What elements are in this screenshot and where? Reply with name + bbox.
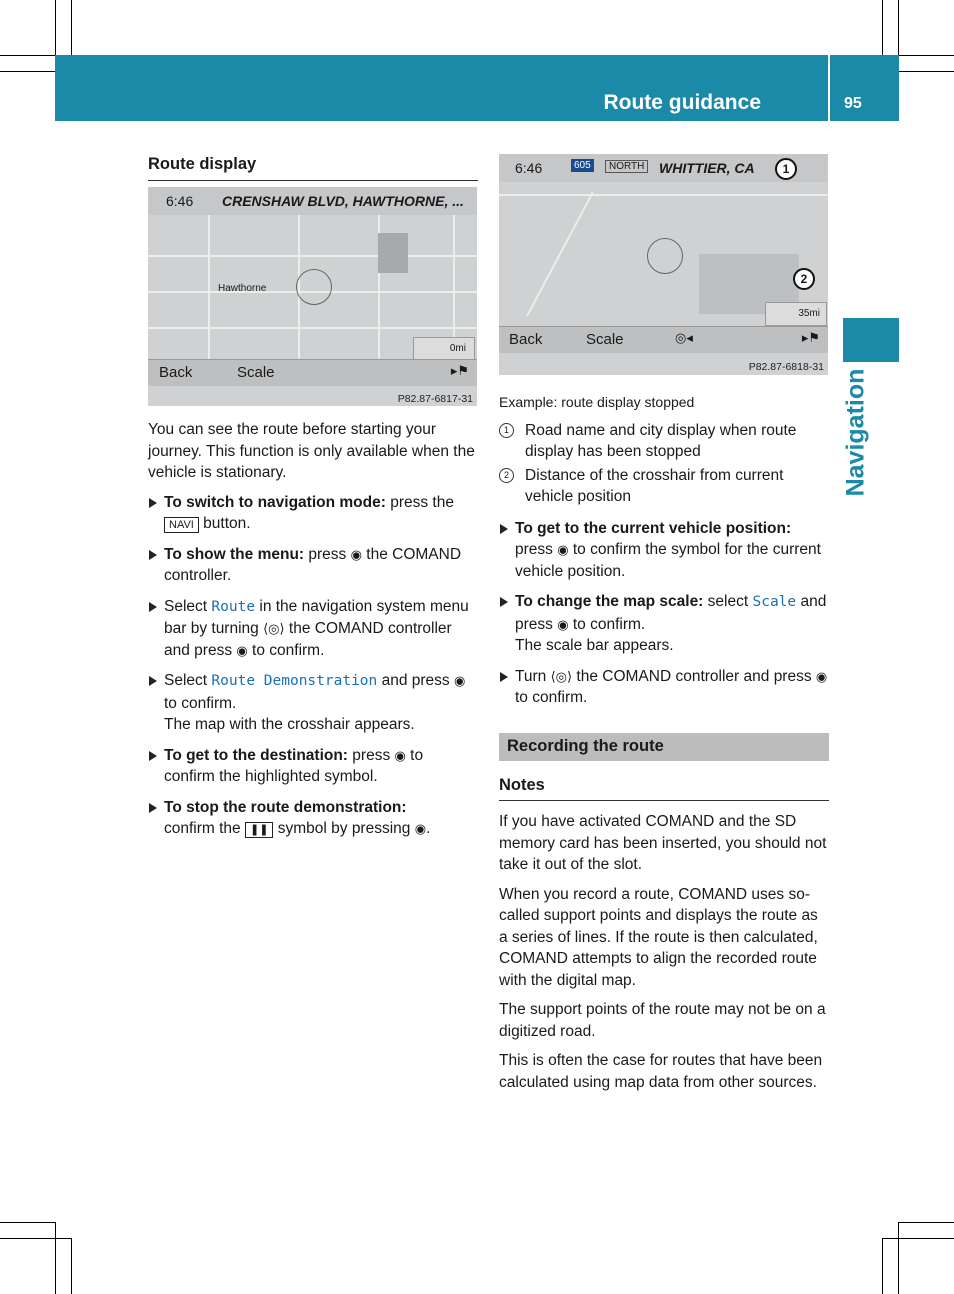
- press-controller-icon: ◉: [394, 747, 406, 763]
- numbered-item: 2 Distance of the crosshair from current vehicle position: [499, 465, 829, 508]
- side-tab: [843, 318, 899, 362]
- crop-mark: [71, 1238, 72, 1294]
- turn-controller-icon: ⟨◎⟩: [263, 621, 285, 636]
- instruction-step: To show the menu: press ◉ the COMAND controller.: [148, 544, 478, 587]
- crop-mark: [71, 0, 72, 55]
- map-bottombar: [148, 359, 477, 386]
- intro-text: You can see the route before starting your journey. This function is only available when the vehicle is stationary.: [148, 421, 475, 481]
- callout-1: 1: [775, 158, 797, 180]
- map-distance-box: [413, 337, 475, 361]
- section-title: Route display: [148, 154, 478, 181]
- map-distance: 35mi: [798, 308, 820, 319]
- left-body: [148, 419, 478, 849]
- paragraph: When you record a route, COMAND uses so-called support points and displays the route as a series of lines. If the route is then calculated, COMAND attempts to align the recorded route with the digital map.: [499, 885, 818, 989]
- map-time: 6:46: [166, 193, 194, 209]
- map-screenshot-1: [148, 187, 477, 406]
- map-street: CRENSHAW BLVD, HAWTHORNE, ...: [222, 193, 464, 209]
- numbered-item: 1 Road name and city display when route display has been stopped: [499, 420, 829, 463]
- crop-mark: [55, 0, 56, 55]
- instruction-step: Turn ⟨◎⟩ the COMAND controller and press ◉ to confirm.: [499, 666, 829, 709]
- header-divider: [828, 55, 830, 121]
- destination-flag-icon[interactable]: ▸⚑: [801, 330, 820, 345]
- crop-mark: [55, 1222, 56, 1294]
- press-controller-icon: ◉: [453, 673, 466, 688]
- vehicle-position-icon[interactable]: ◎◂: [675, 330, 693, 345]
- crop-mark: [0, 71, 55, 72]
- back-button[interactable]: Back: [509, 331, 543, 348]
- right-body: [499, 384, 829, 718]
- crop-mark: [0, 55, 55, 56]
- map-city: WHITTIER, CA: [659, 160, 755, 176]
- section-title: Recording the route: [499, 733, 829, 761]
- paragraph: This is often the case for routes that have been calculated using map data from other sources.: [499, 1052, 823, 1091]
- crop-mark: [899, 55, 954, 56]
- crop-mark: [899, 1222, 954, 1223]
- instruction-step: To get to the destination: press ◉ to confirm the highlighted symbol.: [148, 745, 478, 788]
- instruction-step: Select Route Demonstration and press ◉ to confirm. The map with the crosshair appears.: [148, 670, 478, 736]
- map-topbar: [148, 187, 477, 215]
- map-distance: 0mi: [449, 343, 466, 354]
- scale-button[interactable]: Scale: [237, 364, 275, 381]
- turn-controller-icon: ⟨◎⟩: [550, 668, 573, 684]
- road-shield: 605: [571, 159, 594, 172]
- press-controller-icon: ◉: [557, 616, 569, 632]
- crop-mark: [899, 71, 954, 72]
- navi-key-icon: NAVI: [164, 517, 199, 533]
- back-button[interactable]: Back: [159, 364, 193, 381]
- page-number: 95: [844, 95, 862, 112]
- crosshair-icon: [647, 238, 683, 274]
- crosshair-icon: [296, 269, 332, 305]
- map-screenshot-2: [499, 154, 828, 375]
- callout-2: 2: [793, 268, 815, 290]
- instruction-step: Select Route in the navigation system menu bar by turning ⟨◎⟩ the COMAND controller and press ◉ to confirm.: [148, 596, 478, 662]
- crop-mark: [882, 1238, 954, 1239]
- crop-mark: [0, 1238, 71, 1239]
- paragraph: If you have activated COMAND and the SD memory card has been inserted, you should not take it out of the slot.: [499, 813, 827, 873]
- direction-badge: NORTH: [605, 160, 648, 173]
- page-header: [55, 55, 899, 121]
- pause-key-icon: ❚❚: [245, 822, 273, 838]
- instruction-step: To get to the current vehicle position: press ◉ to confirm the symbol for the current vehicle position.: [499, 518, 829, 583]
- paragraph: The support points of the route may not be on a digitized road.: [499, 1001, 826, 1040]
- side-label: [840, 368, 870, 498]
- map-topbar: [499, 154, 828, 182]
- instruction-step: To change the map scale: select Scale and press ◉ to confirm. The scale bar appears.: [499, 591, 829, 657]
- header-title: Route guidance: [603, 91, 761, 114]
- subsection-title: Notes: [499, 775, 829, 802]
- press-controller-icon: ◉: [350, 546, 362, 562]
- crop-mark: [882, 1238, 883, 1294]
- right-section: [499, 733, 829, 1101]
- figure-code: P82.87-6817-31: [397, 393, 473, 405]
- map-distance-box: [765, 302, 827, 326]
- crop-mark: [882, 0, 883, 55]
- figure-caption: Example: route display stopped: [499, 394, 695, 410]
- map-place-label: Hawthorne: [218, 283, 267, 294]
- side-label-text: Navigation: [841, 368, 870, 497]
- destination-flag-icon[interactable]: ▸⚑: [450, 363, 469, 378]
- press-controller-icon: ◉: [414, 821, 427, 836]
- press-controller-icon: ◉: [236, 642, 248, 658]
- figure-code: P82.87-6818-31: [748, 361, 824, 373]
- map-block: [378, 233, 408, 273]
- map-bottombar: [499, 326, 828, 353]
- instruction-step: To stop the route demonstration: confirm the ❚❚ symbol by pressing ◉.: [148, 797, 478, 840]
- scale-button[interactable]: Scale: [586, 331, 624, 348]
- instruction-step: To switch to navigation mode: press the NAVI button.: [148, 492, 478, 535]
- map-time: 6:46: [515, 160, 543, 176]
- crop-mark: [898, 0, 899, 55]
- press-controller-icon: ◉: [815, 668, 828, 684]
- crop-mark: [898, 1222, 899, 1294]
- crop-mark: [0, 1222, 55, 1223]
- left-column: [148, 154, 478, 191]
- press-controller-icon: ◉: [557, 542, 569, 557]
